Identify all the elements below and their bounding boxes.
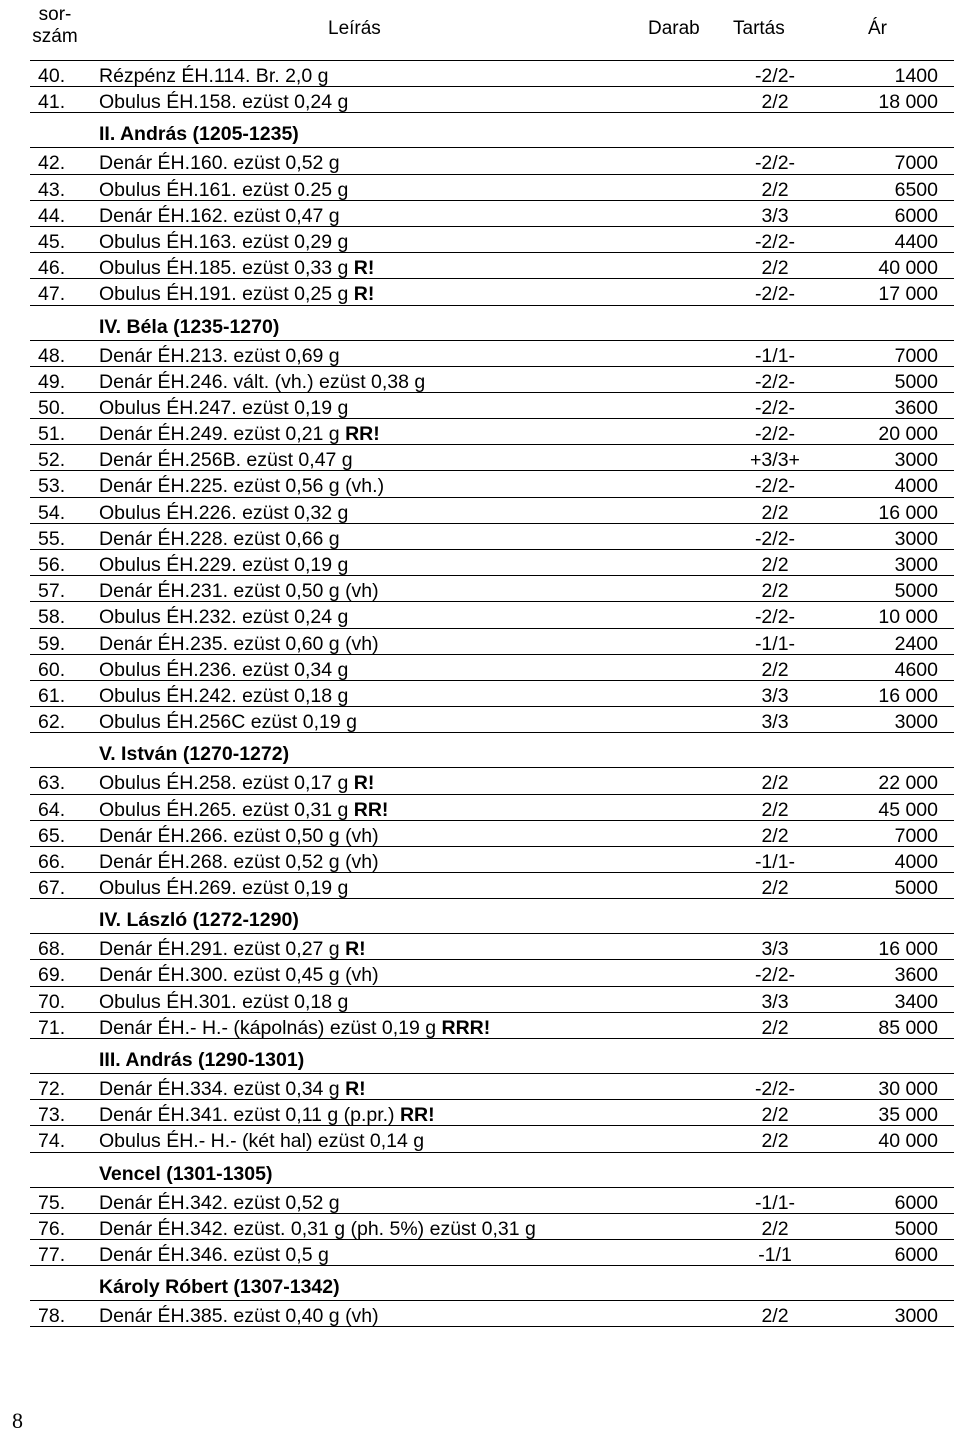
table-row (30, 629, 954, 655)
item-price: 85 000 (878, 1016, 938, 1039)
item-number: 52. (38, 449, 66, 472)
header-price: Ár (868, 18, 887, 39)
section-heading-row (30, 899, 954, 934)
table-row (30, 1074, 954, 1100)
item-description-text: Obulus ÉH.269. ezüst 0,19 g (99, 877, 349, 900)
item-price: 7000 (894, 344, 938, 367)
rarity-mark: R! (353, 772, 375, 795)
table-row (30, 821, 954, 847)
item-description-text: Obulus ÉH.256C ezüst 0,19 g (99, 711, 357, 734)
header-quantity: Darab (648, 18, 700, 39)
section-heading-row (30, 733, 954, 768)
table-row (30, 341, 954, 367)
table-row (30, 175, 954, 201)
item-grade: -2/2- (754, 65, 796, 87)
item-grade: -1/1- (754, 344, 796, 367)
item-price: 16 000 (878, 501, 938, 524)
table-row (30, 1100, 954, 1126)
item-grade: 2/2 (761, 501, 789, 524)
rarity-mark: RR! (353, 798, 389, 821)
item-description-text: Obulus ÉH.161. ezüst 0.25 g (99, 178, 349, 201)
item-price: 18 000 (878, 91, 938, 114)
item-grade: 2/2 (761, 1016, 789, 1039)
table-row (30, 201, 954, 227)
item-number: 76. (38, 1217, 66, 1240)
item-description-text: Obulus ÉH.191. ezüst 0,25 g (99, 283, 354, 306)
item-grade: -2/2- (754, 964, 796, 987)
item-grade: 2/2 (761, 877, 789, 900)
item-price: 35 000 (878, 1104, 938, 1127)
item-price: 6000 (894, 1191, 938, 1214)
item-grade: -2/2- (754, 606, 796, 629)
item-description-text: Denár ÉH.246. vált. (vh.) ezüst 0,38 g (99, 370, 426, 393)
section-heading-row (30, 113, 954, 148)
item-number: 78. (38, 1305, 66, 1328)
item-price: 2400 (894, 632, 938, 655)
table-row (30, 1240, 954, 1266)
item-price: 30 000 (878, 1078, 938, 1100)
table-row (30, 707, 954, 733)
item-price: 7000 (894, 824, 938, 847)
item-description-text: Denár ÉH.162. ezüst 0,47 g (99, 204, 340, 227)
item-price: 3000 (894, 449, 938, 472)
table-row (30, 498, 954, 524)
item-grade: 2/2 (761, 554, 789, 576)
section-title: V. István (1270-1272) (99, 743, 290, 766)
item-grade: -2/2- (754, 423, 796, 446)
item-number: 66. (38, 850, 66, 873)
item-price: 20 000 (878, 423, 938, 446)
item-number: 70. (38, 990, 66, 1013)
section-title: Vencel (1301-1305) (99, 1162, 273, 1185)
table-row (30, 1214, 954, 1240)
table-row (30, 1301, 954, 1327)
item-number: 74. (38, 1130, 66, 1153)
item-description-text: Obulus ÉH.258. ezüst 0,17 g (99, 772, 354, 795)
section-heading-row (30, 1039, 954, 1074)
item-grade: -1/1 (758, 1243, 792, 1266)
item-grade: 2/2 (761, 178, 789, 201)
item-description-text: Obulus ÉH.229. ezüst 0,19 g (99, 554, 349, 576)
section-heading-row (30, 1266, 954, 1301)
catalog-table (30, 0, 954, 1327)
section-title: Károly Róbert (1307-1342) (99, 1276, 340, 1299)
item-grade: -1/1- (754, 632, 796, 655)
item-number: 49. (38, 370, 66, 393)
item-description-text: Denár ÉH.256B. ezüst 0,47 g (99, 449, 353, 472)
item-grade: 3/3 (761, 938, 789, 961)
item-number: 56. (38, 554, 66, 576)
item-price: 3000 (894, 1305, 938, 1328)
table-row (30, 419, 954, 445)
item-price: 3400 (894, 990, 938, 1013)
rarity-mark: R! (353, 257, 375, 280)
item-grade: -2/2- (754, 152, 796, 175)
item-price: 16 000 (878, 684, 938, 707)
table-row (30, 795, 954, 821)
item-number: 42. (38, 152, 66, 175)
table-row (30, 87, 954, 113)
table-row (30, 227, 954, 253)
item-number: 53. (38, 475, 66, 498)
item-description-text: Denár ÉH.346. ezüst 0,5 g (99, 1243, 329, 1266)
item-description-text: Denár ÉH.225. ezüst 0,56 g (vh.) (99, 475, 385, 498)
item-grade: -2/2- (754, 475, 796, 498)
item-grade: 2/2 (761, 658, 789, 681)
item-price: 3000 (894, 527, 938, 550)
item-description-text: Denár ÉH.228. ezüst 0,66 g (99, 527, 340, 550)
table-row (30, 279, 954, 305)
table-body (30, 61, 954, 1327)
item-grade: 3/3 (761, 684, 789, 707)
item-price: 17 000 (878, 283, 938, 306)
table-row (30, 934, 954, 960)
item-description-text: Obulus ÉH.226. ezüst 0,32 g (99, 501, 349, 524)
header-grade: Tartás (733, 18, 785, 39)
item-price: 3600 (894, 396, 938, 419)
item-description-text: Denár ÉH.300. ezüst 0,45 g (vh) (99, 964, 379, 987)
item-grade: -2/2- (754, 283, 796, 306)
item-price: 4000 (894, 850, 938, 873)
item-number: 64. (38, 798, 66, 821)
table-header (30, 0, 954, 61)
item-price: 6000 (894, 1243, 938, 1266)
item-grade: 3/3 (761, 990, 789, 1013)
item-description-text: Denár ÉH.342. ezüst. 0,31 g (ph. 5%) ezüst 0,31 g (99, 1217, 536, 1240)
item-description-text: Denár ÉH.235. ezüst 0,60 g (vh) (99, 632, 379, 655)
item-price: 4000 (894, 475, 938, 498)
table-row (30, 768, 954, 794)
item-description-text: Denár ÉH.213. ezüst 0,69 g (99, 344, 340, 367)
item-description-text: Obulus ÉH.265. ezüst 0,31 g (99, 798, 354, 821)
item-number: 59. (38, 632, 66, 655)
item-grade: 2/2 (761, 824, 789, 847)
item-number: 69. (38, 964, 66, 987)
table-row (30, 61, 954, 87)
item-grade: 2/2 (761, 772, 789, 795)
item-grade: -2/2- (754, 527, 796, 550)
item-grade: 2/2 (761, 580, 789, 603)
item-description-text: Obulus ÉH.301. ezüst 0,18 g (99, 990, 349, 1013)
item-description-text: Obulus ÉH.- H.- (két hal) ezüst 0,14 g (99, 1130, 425, 1153)
item-grade: -1/1- (754, 850, 796, 873)
section-title: III. András (1290-1301) (99, 1049, 305, 1071)
item-number: 50. (38, 396, 66, 419)
table-row (30, 576, 954, 602)
item-description-text: Obulus ÉH.247. ezüst 0,19 g (99, 396, 349, 419)
item-price: 7000 (894, 152, 938, 175)
item-number: 54. (38, 501, 66, 524)
section-title: IV. László (1272-1290) (99, 909, 299, 932)
table-row (30, 1126, 954, 1152)
item-number: 43. (38, 178, 66, 201)
item-number: 61. (38, 684, 66, 707)
table-row (30, 471, 954, 497)
item-description-text: Denár ÉH.160. ezüst 0,52 g (99, 152, 340, 175)
item-description-text: Obulus ÉH.242. ezüst 0,18 g (99, 684, 349, 707)
section-title: II. András (1205-1235) (99, 123, 299, 146)
item-description-text: Denár ÉH.341. ezüst 0,11 g (p.pr.) (99, 1104, 400, 1127)
item-grade: -2/2- (754, 1078, 796, 1100)
rarity-mark: RR! (399, 1104, 435, 1127)
item-number: 63. (38, 772, 66, 795)
item-price: 16 000 (878, 938, 938, 961)
table-row (30, 524, 954, 550)
item-price: 6000 (894, 204, 938, 227)
item-price: 5000 (894, 877, 938, 900)
item-description-text: Obulus ÉH.232. ezüst 0,24 g (99, 606, 349, 629)
table-row (30, 393, 954, 419)
item-description-text: Denár ÉH.266. ezüst 0,50 g (vh) (99, 824, 379, 847)
rarity-mark: R! (353, 283, 375, 306)
table-row (30, 987, 954, 1013)
rarity-mark: RRR! (441, 1016, 491, 1039)
item-number: 41. (38, 91, 66, 114)
item-number: 72. (38, 1078, 66, 1100)
item-number: 55. (38, 527, 66, 550)
item-price: 5000 (894, 1217, 938, 1240)
item-grade: 2/2 (761, 1217, 789, 1240)
table-row (30, 681, 954, 707)
header-description: Leírás (328, 18, 381, 39)
item-number: 65. (38, 824, 66, 847)
item-description-text: Obulus ÉH.158. ezüst 0,24 g (99, 91, 349, 114)
item-number: 46. (38, 257, 66, 280)
table-row (30, 602, 954, 628)
rarity-mark: R! (345, 938, 366, 961)
item-number: 47. (38, 283, 66, 306)
table-row (30, 148, 954, 174)
item-price: 3600 (894, 964, 938, 987)
item-description-text: Denár ÉH.231. ezüst 0,50 g (vh) (99, 580, 379, 603)
item-price: 22 000 (878, 772, 938, 795)
item-grade: 2/2 (761, 257, 789, 280)
item-description-text: Denár ÉH.385. ezüst 0,40 g (vh) (99, 1305, 379, 1328)
item-number: 45. (38, 230, 66, 253)
item-price: 40 000 (878, 1130, 938, 1153)
section-heading-row (30, 1153, 954, 1188)
rarity-mark: RR! (345, 423, 380, 446)
table-row (30, 550, 954, 576)
item-number: 67. (38, 877, 66, 900)
item-number: 58. (38, 606, 66, 629)
item-price: 4600 (894, 658, 938, 681)
item-price: 4400 (894, 230, 938, 253)
item-grade: -2/2- (754, 370, 796, 393)
item-grade: 2/2 (761, 91, 789, 114)
item-number: 73. (38, 1104, 66, 1127)
item-price: 45 000 (878, 798, 938, 821)
item-description-text: Denár ÉH.334. ezüst 0,34 g (99, 1078, 346, 1100)
item-grade: -2/2- (754, 396, 796, 419)
item-description-text: Denár ÉH.249. ezüst 0,21 g (99, 423, 346, 446)
item-description-text: Rézpénz ÉH.114. Br. 2,0 g (99, 65, 329, 87)
item-number: 51. (38, 423, 66, 446)
table-row (30, 655, 954, 681)
item-grade: -1/1- (754, 1191, 796, 1214)
item-description-text: Denár ÉH.342. ezüst 0,52 g (99, 1191, 340, 1214)
item-price: 3000 (894, 554, 938, 576)
table-row (30, 1013, 954, 1039)
item-number: 68. (38, 938, 66, 961)
table-row (30, 847, 954, 873)
table-row (30, 960, 954, 986)
item-price: 1400 (894, 65, 938, 87)
item-grade: 3/3 (761, 204, 789, 227)
item-grade: -2/2- (754, 230, 796, 253)
item-number: 40. (38, 65, 66, 87)
item-price: 5000 (894, 370, 938, 393)
item-number: 75. (38, 1191, 66, 1214)
section-title: IV. Béla (1235-1270) (99, 315, 280, 338)
item-number: 77. (38, 1243, 66, 1266)
item-description-text: Denár ÉH.291. ezüst 0,27 g (99, 938, 346, 961)
item-grade: 2/2 (761, 1305, 789, 1328)
item-grade: +3/3+ (750, 449, 800, 472)
item-price: 3000 (894, 711, 938, 734)
table-row (30, 367, 954, 393)
table-row (30, 253, 954, 279)
item-grade: 3/3 (761, 711, 789, 734)
item-description-text: Obulus ÉH.163. ezüst 0,29 g (99, 230, 349, 253)
header-serial-number: sor- szám (32, 4, 78, 47)
table-row (30, 1188, 954, 1214)
table-row (30, 445, 954, 471)
item-description-text: Denár ÉH.- H.- (kápolnás) ezüst 0,19 g (99, 1016, 442, 1039)
section-heading-row (30, 306, 954, 341)
item-description (99, 1301, 379, 1331)
page-number: 8 (12, 1408, 23, 1433)
item-price: 5000 (894, 580, 938, 603)
rarity-mark: R! (345, 1078, 366, 1100)
item-grade: 2/2 (761, 1130, 789, 1153)
item-number: 48. (38, 344, 66, 367)
item-grade: 2/2 (761, 1104, 789, 1127)
item-number: 71. (38, 1016, 66, 1039)
item-price: 10 000 (878, 606, 938, 629)
item-grade: 2/2 (761, 798, 789, 821)
item-description-text: Obulus ÉH.185. ezüst 0,33 g (99, 257, 354, 280)
item-number: 60. (38, 658, 66, 681)
item-number: 44. (38, 204, 66, 227)
item-description-text: Obulus ÉH.236. ezüst 0,34 g (99, 658, 349, 681)
item-price: 6500 (894, 178, 938, 201)
item-number: 62. (38, 711, 66, 734)
item-price: 40 000 (878, 257, 938, 280)
item-number: 57. (38, 580, 66, 603)
table-row (30, 873, 954, 899)
item-description-text: Denár ÉH.268. ezüst 0,52 g (vh) (99, 850, 379, 873)
